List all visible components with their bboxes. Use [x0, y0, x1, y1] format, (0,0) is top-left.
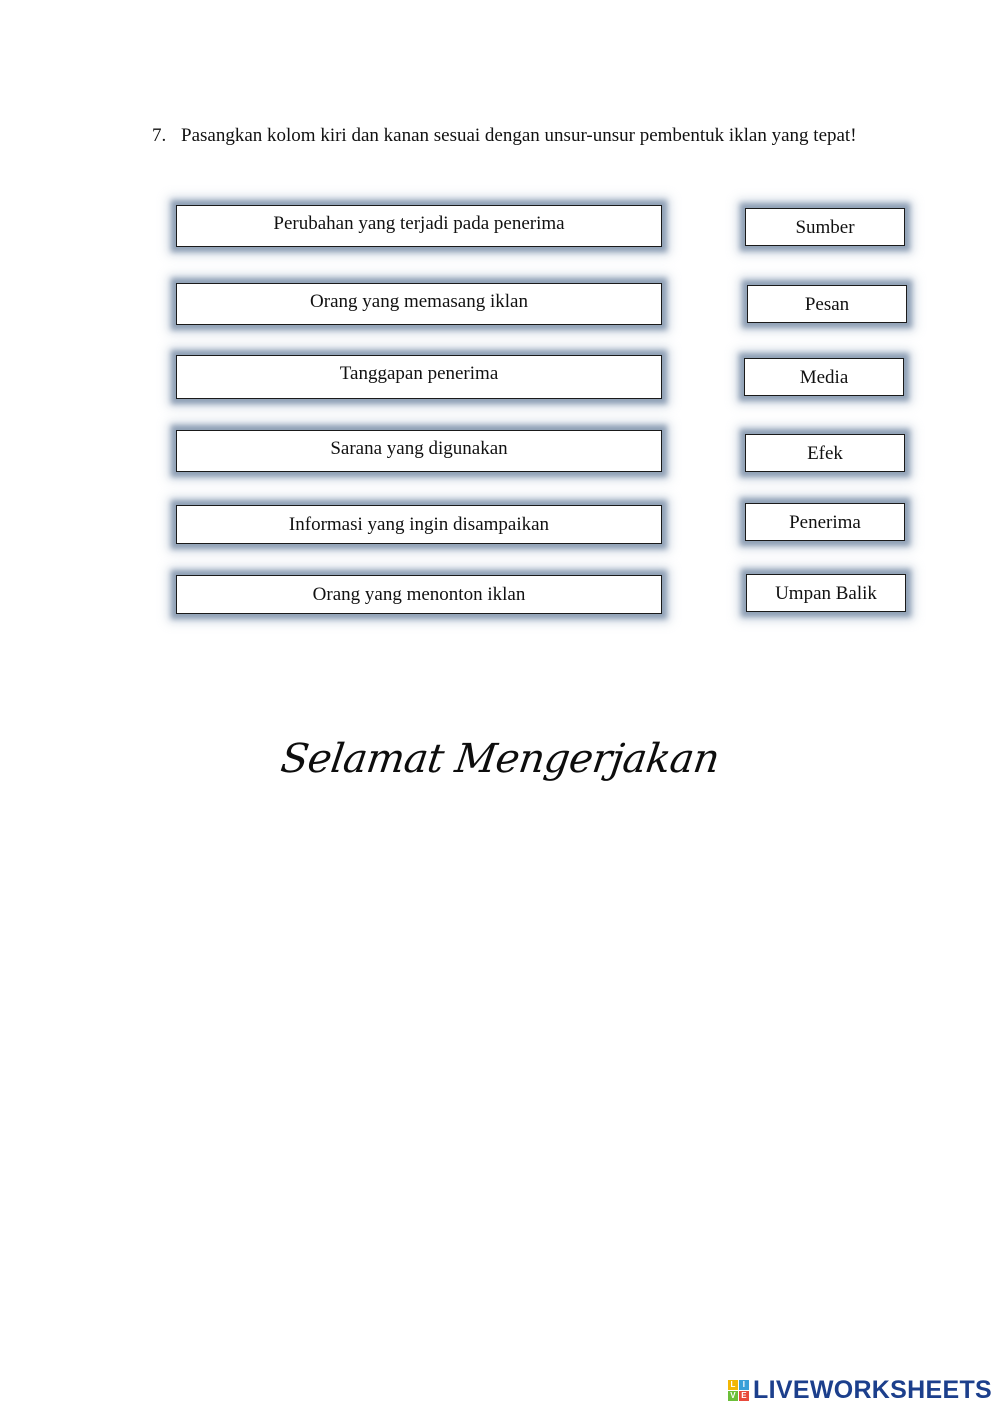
left-item-5[interactable]: Informasi yang ingin disampaikan — [176, 505, 662, 544]
logo-letter-l: L — [728, 1380, 738, 1390]
closing-message: Selamat Mengerjakan — [277, 736, 723, 782]
right-item-1[interactable]: Sumber — [745, 208, 905, 246]
brand-footer[interactable] — [728, 1376, 992, 1405]
right-item-3[interactable]: Media — [744, 358, 904, 396]
left-item-4[interactable]: Sarana yang digunakan — [176, 430, 662, 472]
left-item-1[interactable]: Perubahan yang terjadi pada penerima — [176, 205, 662, 247]
logo-letter-i: I — [739, 1380, 749, 1390]
right-item-6[interactable]: Umpan Balik — [746, 574, 906, 612]
right-item-5[interactable]: Penerima — [745, 503, 905, 541]
logo-letter-e: E — [739, 1391, 749, 1401]
left-item-6[interactable]: Orang yang menonton iklan — [176, 575, 662, 614]
right-item-4[interactable]: Efek — [745, 434, 905, 472]
left-item-3[interactable]: Tanggapan penerima — [176, 355, 662, 399]
right-item-2[interactable]: Pesan — [747, 285, 907, 323]
brand-name: LIVEWORKSHEETS — [753, 1376, 992, 1404]
logo-letter-v: V — [728, 1391, 738, 1401]
left-item-2[interactable]: Orang yang memasang iklan — [176, 283, 662, 325]
question-text: Pasangkan kolom kiri dan kanan sesuai dengan unsur-unsur pembentuk iklan yang tepat! — [181, 125, 857, 146]
question-block — [152, 118, 872, 154]
question-number: 7. — [152, 125, 167, 146]
liveworksheets-logo-icon — [728, 1380, 749, 1401]
